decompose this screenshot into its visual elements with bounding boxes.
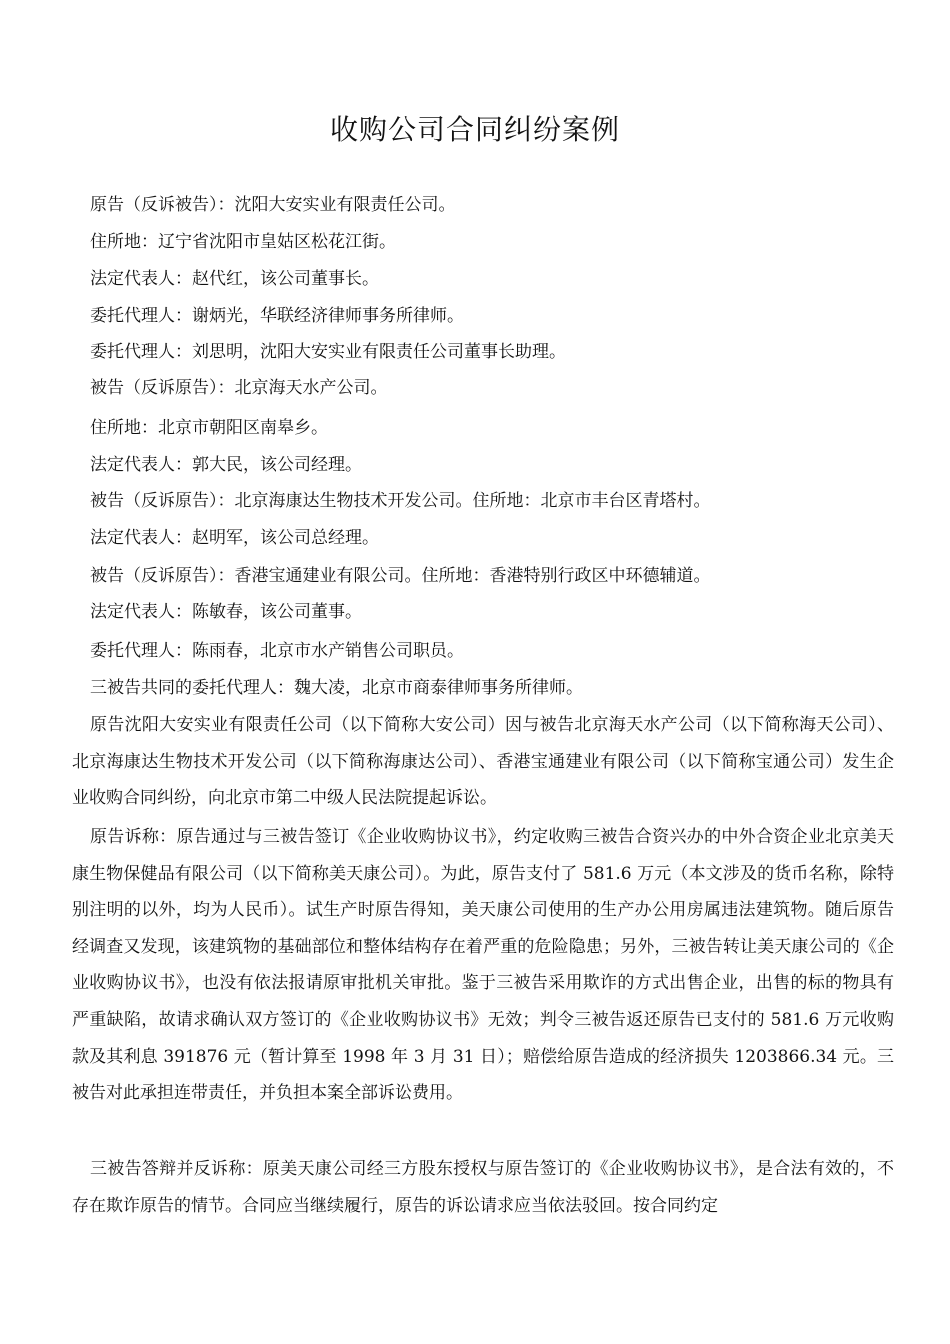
party-line-defendant-1: 被告（反诉原告）：北京海天水产公司。 bbox=[90, 378, 388, 398]
party-line-plaintiff-agent-1: 委托代理人：谢炳光，华联经济律师事务所律师。 bbox=[90, 306, 464, 326]
party-line-defendant-3-representative: 法定代表人：陈敏春，该公司董事。 bbox=[90, 602, 362, 622]
party-line-plaintiff-agent-2: 委托代理人：刘思明，沈阳大安实业有限责任公司董事长助理。 bbox=[90, 342, 566, 362]
party-line-defendant-3: 被告（反诉原告）：香港宝通建业有限公司。住所地：香港特别行政区中环德辅道。 bbox=[90, 566, 711, 586]
paragraph-case-intro: 原告沈阳大安实业有限责任公司（以下简称大安公司）因与被告北京海天水产公司（以下简称海天公司）、北京海康达生物技术开发公司（以下简称海康达公司）、香港宝通建业有限公司（以下简称宝通公司）发生企业收购合同纠纷，向北京市第二中级人民法院提起诉讼。 bbox=[72, 715, 894, 809]
party-line-defendant-2: 被告（反诉原告）：北京海康达生物技术开发公司。住所地：北京市丰台区青塔村。 bbox=[90, 491, 711, 511]
party-line-plaintiff: 原告（反诉被告）：沈阳大安实业有限责任公司。 bbox=[90, 195, 456, 215]
document-title: 收购公司合同纠纷案例 bbox=[329, 113, 620, 146]
party-line-defendant-2-representative: 法定代表人：赵明军，该公司总经理。 bbox=[90, 528, 379, 548]
paragraph-defense-counterclaim: 三被告答辩并反诉称：原美天康公司经三方股东授权与原告签订的《企业收购协议书》，是合法有效的，不存在欺诈原告的情节。合同应当继续履行，原告的诉讼请求应当依法驳回。按合同约定 bbox=[72, 1159, 894, 1216]
paragraph-plaintiff-claim: 原告诉称：原告通过与三被告签订《企业收购协议书》，约定收购三被告合资兴办的中外合资企业北京美天康生物保健品有限公司（以下简称美天康公司）。为此，原告支付了 581.6 万元（本文涉及的货币名称，除特别注明的以外，均为人民币）。试生产时原告得知，美天康公司使用的生产办公用房属违法建筑物。随后原告经调查又发现，该建筑物的基础部位和整体结构存在着严重的危险隐患；另外，三被告转让美天康公司的《企业收购协议书》，也没有依法报请原审批机关审批。鉴于三被告采用欺诈的方式出售企业，出售的标的物具有严重缺陷，故请求确认双方签订的《企业收购协议书》无效；判令三被告返还原告已支付的 581.6 万元收购款及其利息 391876 元（暂计算至 1998 年 3 月 31 日）；赔偿给原告造成的经济损失 1203866.34 元。三被告对此承担连带责任，并负担本案全部诉讼费用。 bbox=[72, 827, 894, 1104]
party-line-defendant-3-agent: 委托代理人：陈雨春，北京市水产销售公司职员。 bbox=[90, 641, 464, 661]
party-line-defendant-1-representative: 法定代表人：郭大民，该公司经理。 bbox=[90, 455, 362, 475]
party-line-defendant-1-address: 住所地：北京市朝阳区南皋乡。 bbox=[90, 418, 328, 438]
party-line-joint-agent: 三被告共同的委托代理人：魏大凌，北京市商泰律师事务所律师。 bbox=[90, 678, 583, 698]
party-line-plaintiff-address: 住所地：辽宁省沈阳市皇姑区松花江街。 bbox=[90, 232, 396, 252]
party-line-plaintiff-representative: 法定代表人：赵代红，该公司董事长。 bbox=[90, 269, 379, 289]
